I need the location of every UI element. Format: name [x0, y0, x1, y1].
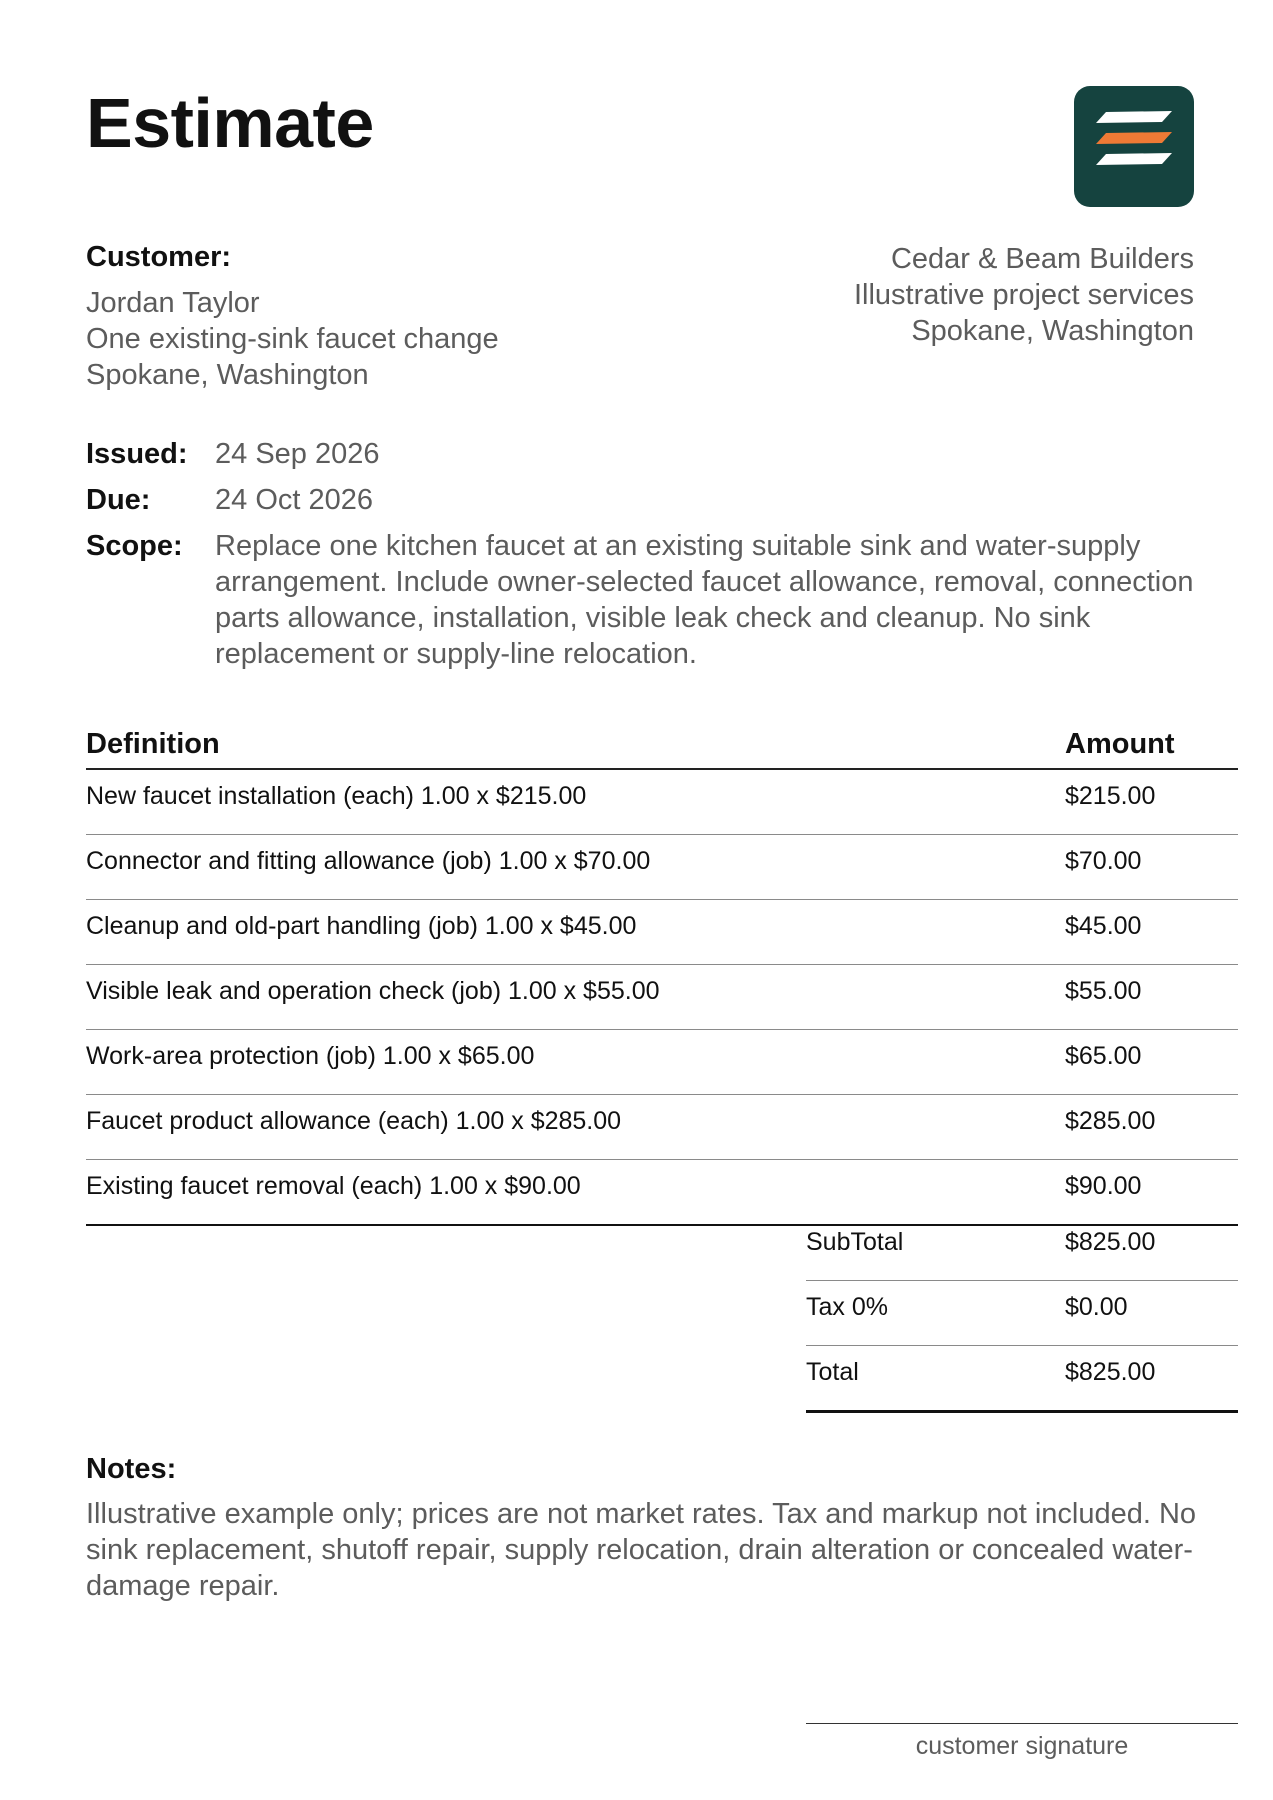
table-row [86, 770, 1238, 835]
subtotal-value: $825.00 [1065, 1228, 1156, 1256]
table-row [86, 835, 1238, 900]
table-row [86, 1030, 1238, 1095]
company-block [854, 241, 1194, 349]
row-amount: $90.00 [1065, 1172, 1142, 1200]
row-amount: $45.00 [1065, 912, 1142, 940]
customer-block [86, 285, 499, 393]
total-row [806, 1346, 1238, 1413]
tax-row [806, 1281, 1238, 1346]
row-amount: $65.00 [1065, 1042, 1142, 1070]
row-definition: New faucet installation (each) 1.00 x $215.00 [86, 782, 587, 810]
signature-label: customer signature [915, 1732, 1129, 1760]
total-label: Total [806, 1358, 859, 1386]
row-amount: $55.00 [1065, 977, 1142, 1005]
company-tagline: Illustrative project services [853, 279, 1194, 311]
customer-label: Customer: [86, 241, 232, 273]
row-definition: Cleanup and old-part handling (job) 1.00 x $45.00 [86, 912, 637, 940]
customer-project: One existing-sink faucet change [86, 323, 499, 355]
row-amount: $285.00 [1065, 1107, 1156, 1135]
row-amount: $70.00 [1065, 847, 1142, 875]
table-header [86, 726, 1238, 770]
issued-label: Issued: [86, 438, 188, 470]
row-amount: $215.00 [1065, 782, 1156, 810]
row-definition: Faucet product allowance (each) 1.00 x $285.00 [86, 1107, 622, 1135]
due-label: Due: [86, 484, 151, 516]
tax-label: Tax 0% [806, 1293, 888, 1321]
subtotal-label: SubTotal [806, 1228, 904, 1256]
row-definition: Connector and fitting allowance (job) 1.00 x $70.00 [86, 847, 651, 875]
scope-label: Scope: [86, 530, 183, 562]
line-items-table [86, 726, 1238, 1226]
notes-label: Notes: [86, 1453, 177, 1485]
customer-location: Spokane, Washington [86, 359, 369, 391]
page-title: Estimate [86, 84, 374, 162]
customer-name: Jordan Taylor [86, 287, 260, 319]
company-location: Spokane, Washington [911, 315, 1194, 347]
total-value: $825.00 [1065, 1358, 1156, 1386]
table-row [86, 900, 1238, 965]
row-definition: Visible leak and operation check (job) 1.00 x $55.00 [86, 977, 660, 1005]
stacked-layers-icon [1074, 86, 1194, 207]
totals-block [806, 1216, 1238, 1413]
company-name: Cedar & Beam Builders [890, 243, 1194, 275]
due-date: 24 Oct 2026 [215, 484, 373, 516]
definition-header: Definition [86, 728, 220, 760]
tax-value: $0.00 [1065, 1293, 1128, 1321]
company-logo [1074, 86, 1194, 207]
issued-date: 24 Sep 2026 [215, 438, 380, 470]
table-row [86, 965, 1238, 1030]
notes-text: Illustrative example only; prices are not market rates. Tax and markup not included. No sink replacement, shutoff repair, supply relocation, drain alteration or concealed water-damage repair. [86, 1498, 1197, 1602]
row-definition: Work-area protection (job) 1.00 x $65.00 [86, 1042, 535, 1070]
subtotal-row [806, 1216, 1238, 1281]
row-definition: Existing faucet removal (each) 1.00 x $90.00 [86, 1172, 581, 1200]
amount-header: Amount [1065, 728, 1175, 760]
signature-line [806, 1723, 1238, 1724]
scope-text: Replace one kitchen faucet at an existing suitable sink and water-supply arrangement. Include owner-selected faucet allowance, removal, connection parts allowance, installation, visible leak check and cleanup. No sink replacement or supply-line relocation. [215, 530, 1194, 670]
table-row [86, 1095, 1238, 1160]
